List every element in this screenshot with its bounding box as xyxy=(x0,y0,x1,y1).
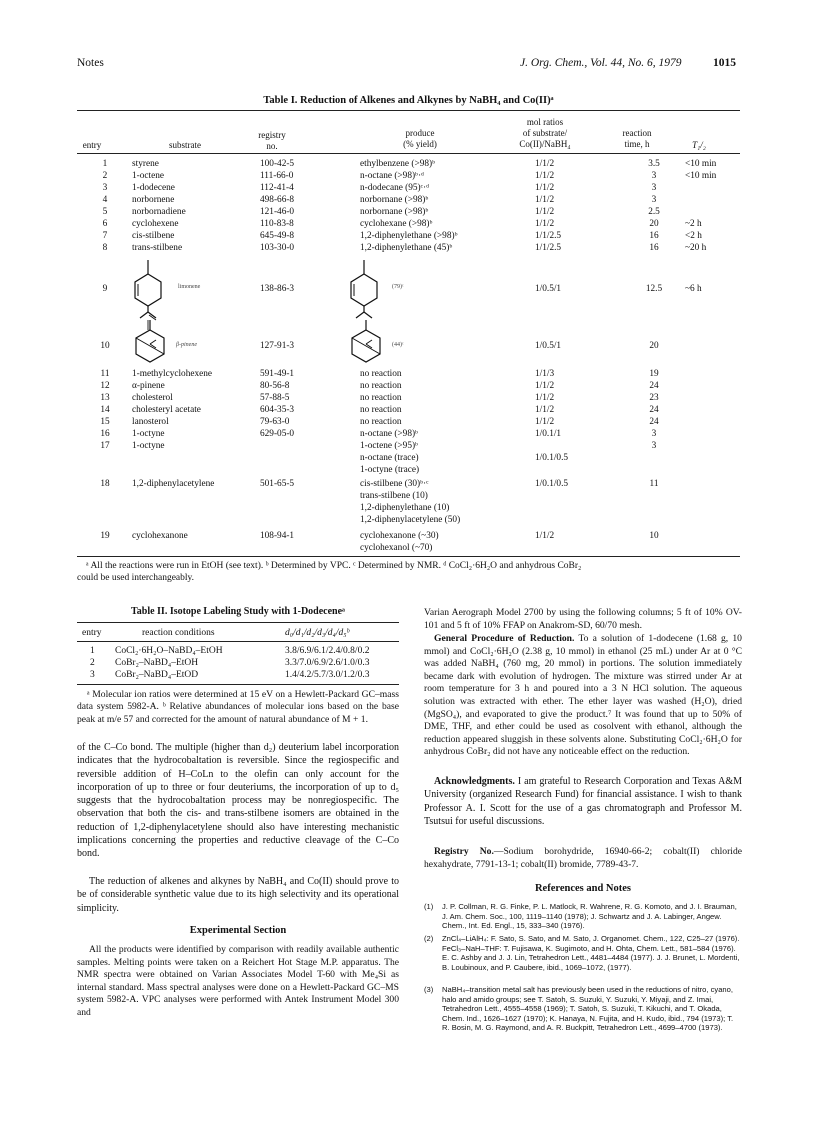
table-row: trans-stilbene (10) xyxy=(360,491,428,501)
beta-pinene-product-yield: (44)ᶜ xyxy=(392,342,404,348)
t2-th-conditions: reaction conditions xyxy=(142,628,215,638)
table-row: 9 138-86-3 1/0.5/1 12.5 ~6 h xyxy=(102,284,702,294)
th-substrate: substrate xyxy=(169,140,201,150)
th-time-1: reaction xyxy=(622,128,652,138)
limonene-product-yield: (79)ᶜ xyxy=(392,284,404,290)
table-row: 12 α-pinene 80-56-8 no reaction 1/1/2 24 xyxy=(100,381,659,391)
body-paragraph-registry: Registry No.—Sodium borohydride, 16940-66-2; cobalt(II) chloride hexahydrate, 7791-13-1; cobalt(II) bromide, 7789-43-7. xyxy=(424,846,742,870)
run-in-heading: Acknowledgments. xyxy=(434,776,515,787)
table1-bottom-rule xyxy=(77,556,740,557)
body-paragraph: The reduction of alkenes and alkynes by NaBH₄ and Co(II) should prove to be of considerable synthetic value due to its high selectivity and its operational simplicity. xyxy=(77,876,399,914)
table-row: 6 cyclohexene 110-83-8 cyclohexane (>98)ᵇ 1/1/2 20 ~2 h xyxy=(102,219,702,229)
table-row: 18 1,2-diphenylacetylene 501-65-5 cis-stilbene (30)ᵇ·ᶜ 1/0.1/0.5 11 xyxy=(100,479,659,489)
table1-top-rule xyxy=(77,110,740,111)
running-header-left: Notes xyxy=(77,57,104,69)
body-paragraph: of the C–Co bond. The multiple (higher than d₂) deuterium label incorporation indicates that the hydrocobaltation is reversible. Since the regiospecific and reversible addition of H–CoLn to the olefin can only account for the incorporation of up to three or four deuteriums, the incorporation of up to d₅ suggests that the hydrocobaltation process may be nonregiospecific. The observation that both the cis- and trans-stilbene isomers are obtained in the reduction of 1,2-diphenylacetylene should also have interesting mechanistic implications concerning the properties and reductive cleavage of the C–Co bond. xyxy=(77,742,399,860)
table-row: 3 1-dodecene 112-41-4 n-dodecane (95)ᶜ·ᵈ 1/1/2 3 xyxy=(102,183,657,193)
table-row: 1,2-diphenylacetylene (50) xyxy=(360,515,461,525)
t2-th-ratio: d₀/d₁/d₂/d₃/d₄/d₅ᵇ xyxy=(285,628,350,638)
table-row: 1 styrene 100-42-5 ethylbenzene (>98)ᵇ 1/1/2 3.5 <10 min xyxy=(102,159,717,169)
section-heading-references: References and Notes xyxy=(534,883,632,894)
table-row: 2 CoBr₂–NaBD₄–EtOH 3.3/7.0/6.9/2.6/1.0/0.3 xyxy=(90,658,370,668)
table2-bottom-rule xyxy=(77,684,399,685)
table1-footnote: ᵃ All the reactions were run in EtOH (see text). ᵇ Determined by VPC. ᶜ Determined by NMR. ᵈ CoCl₂·6H₂O and anhydrous CoBr₂ xyxy=(86,561,582,571)
table-row: n-octane (trace) 1/0.1/0.5 xyxy=(360,453,569,463)
reference-item: (3) NaBH₄–transition metal salt has previously been used in the reductions of nitro, cyano, halo and amido groups; see T. Satoh, S. Suzuki, Y. Suzuki, Y. Miyaji, and Z. Imai, Tetrahedron Lett., 4555–4558 (1969); T. Satoh, S. Suzuki, T. Kikuchi, and T. Okada, Chem. Ind., 1626–1627 (1970); K. Hanaya, N. Fujita, and H. Kudo, ibid., 794 (1973); T. R. Bosin, M. G. Raymond, and A. R. Buckpitt, Tetrahedron Lett., 4699–4700 (1973). xyxy=(424,985,734,1032)
body-paragraph: All the products were identified by comparison with readily available authentic samples. Melting points were taken on a Reichert Hot Stage M.P. apparatus. The NMR spectra were obtained on Varian Associates Model T-60 with Me₄Si as internal standard. Mass spectral analyses were done on a Hewlett-Packard GC–MS system 5982-A. VPC analyses were performed with Antek Instrument Model 300 and xyxy=(77,944,399,1018)
beta-pinene-label: β-pinene xyxy=(176,342,197,348)
table2-header-rule xyxy=(77,641,399,642)
reference-item: (1) J. P. Collman, R. G. Finke, P. L. Matlock, R. Wahrene, R. G. Komoto, and J. I. Brauman, J. Am. Chem. Soc., 100, 1119–1140 (1978); J. Schwartz and J. A. Labinger, Angew. Chem., Int. Ed. Engl., 15, 333–340 (1976). xyxy=(424,902,737,930)
section-heading-experimental: Experimental Section xyxy=(189,925,287,936)
table-row: 5 norbornadiene 121-46-0 norbornane (>98)ᵇ 1/1/2 2.5 xyxy=(102,207,660,217)
table2-footnote: ᵃ Molecular ion ratios were determined at 15 eV on a Hewlett-Packard GC–mass data system 5982-A. ᵇ Relative abundances of molecular ions based on the base peak at m/e 57 and corrected for the amount of natural abundance of M + 1. xyxy=(77,689,399,725)
table-row: 1,2-diphenylethane (10) xyxy=(360,503,450,513)
table-row: 15 lanosterol 79-63-0 no reaction 1/1/2 24 xyxy=(100,417,659,427)
page-number: 1015 xyxy=(713,57,736,69)
running-header-journal: J. Org. Chem., Vol. 44, No. 6, 1979 xyxy=(520,57,682,69)
table1-header-rule xyxy=(77,153,740,154)
table-row: 1 CoCl₂·6H₂O–NaBD₄–EtOH 3.8/6.9/6.1/2.4/0.8/0.2 xyxy=(90,646,370,656)
reference-item: (2) ZnCl₄–LiAlH₄: F. Sato, S. Sato, and M. Sato, J. Organomet. Chem., 122, C25–27 (1976). FeCl₃–NaH–THF: T. Fujisawa, K. Sugimoto, and H. Ohta, Chem. Lett., 581–584 (1976). E. C. Ashby and J. J. Lin, Tetrahedron Lett., 4481–4484 (1977). J. J. Brunet, L. Mordenti, B. Loubinoux, and P. Caubere, ibid., 1069–1072, (1977). xyxy=(424,934,740,972)
table1-title: Table I. Reduction of Alkenes and Alkynes by NaBH₄ and Co(II)ᵃ xyxy=(263,95,554,106)
th-produce-2: (% yield) xyxy=(403,139,437,149)
run-in-heading: General Procedure of Reduction. xyxy=(434,633,575,644)
table-row: 11 1-methylcyclohexene 591-49-1 no reaction 1/1/3 19 xyxy=(100,369,659,379)
table-row: 2 1-octene 111-66-0 n-octane (>98)ᵇ·ᵈ 1/1/2 3 <10 min xyxy=(102,171,717,181)
th-ratio-1: mol ratios xyxy=(526,117,564,127)
body-paragraph: Varian Aerograph Model 2700 by using the following columns; 5 ft of 10% OV-101 and 5 ft of 10% FFAP on Anakrom-SD, 60/70 mesh. xyxy=(424,607,742,631)
table-row: 3 CoBr₂–NaBD₄–EtOD 1.4/4.2/5.7/3.0/1.2/0.3 xyxy=(90,670,370,680)
body-paragraph-acknowledgments: Acknowledgments. I am grateful to Research Corporation and Texas A&M University (organized Research Fund) for financial assistance. I wish to thank Professor A. I. Scott for the use of a gas chromatograph and Professor M. Tsutsui for useful discussions. xyxy=(424,776,742,827)
table-row: 7 cis-stilbene 645-49-8 1,2-diphenylethane (>98)ᵇ 1/1/2.5 16 <2 h xyxy=(102,231,702,241)
run-in-heading: Registry No. xyxy=(434,846,494,857)
limonene-label: limonene xyxy=(178,284,201,290)
th-registry-1: registry xyxy=(258,130,286,140)
body-paragraph-general-procedure: General Procedure of Reduction. To a solution of 1-dodecene (1.68 g, 10 mmol) and CoCl₂·6H₂O (2.38 g, 10 mmol) in ethanol (25 mL) under Ar at 0 °C was added NaBH₄ (760 mg, 20 mmol) in portions. The solution immediately became dark with evolution of hydrogen. The mixture was stirred under Ar at room temperature for 3 h and poured into a 3 N HCl solution. The aqueous solution was extracted with ether. The ether layer was washed (H₂O), dried (MgSO₄), and evaporated to give the product.⁷ It was found that up to 50% of DME, THF, and ether could be used as cosolvent with ethanol, although the reduction appeared sluggish in these solvents alone. Substituting CoCl₂·6H₂O for anhydrous CoBr₂ did not have any noticeable effect on the reduction. xyxy=(424,633,742,758)
th-entry: entry xyxy=(82,140,102,150)
th-thalf: T₁/₂ xyxy=(692,140,706,150)
table2-title: Table II. Isotope Labeling Study with 1-Dodeceneᵃ xyxy=(131,606,345,617)
table-row: 16 1-octyne 629-05-0 n-octane (>98)ᵇ 1/0.1/1 3 xyxy=(100,429,657,439)
table1-footnote-cont: could be used interchangeably. xyxy=(77,573,195,583)
table-row: 4 norbornene 498-66-8 norbornane (>98)ᵇ 1/1/2 3 xyxy=(102,195,657,205)
table-row: 17 1-octyne 1-octene (>95)ᵇ 3 xyxy=(100,441,657,451)
table-row: 10 127-91-3 1/0.5/1 20 xyxy=(100,341,659,351)
th-ratio-3: Co(II)/NaBH₄ xyxy=(519,139,571,149)
table-row: 13 cholesterol 57-88-5 no reaction 1/1/2 23 xyxy=(100,393,659,403)
table-row: cyclohexanol (~70) xyxy=(360,543,433,553)
th-ratio-2: of substrate/ xyxy=(522,128,568,138)
table2-top-rule xyxy=(77,622,399,623)
table-row: 8 trans-stilbene 103-30-0 1,2-diphenylethane (45)ᵇ 1/1/2.5 16 ~20 h xyxy=(102,243,707,253)
t2-th-entry: entry xyxy=(82,628,102,638)
th-time-2: time, h xyxy=(624,139,650,149)
th-registry-2: no. xyxy=(266,141,278,151)
table-row: 14 cholesteryl acetate 604-35-3 no reaction 1/1/2 24 xyxy=(100,405,659,415)
table-row: 1-octyne (trace) xyxy=(360,465,420,475)
th-produce-1: produce xyxy=(405,128,435,138)
table-row: 19 cyclohexanone 108-94-1 cyclohexanone (~30) 1/1/2 10 xyxy=(100,531,659,541)
